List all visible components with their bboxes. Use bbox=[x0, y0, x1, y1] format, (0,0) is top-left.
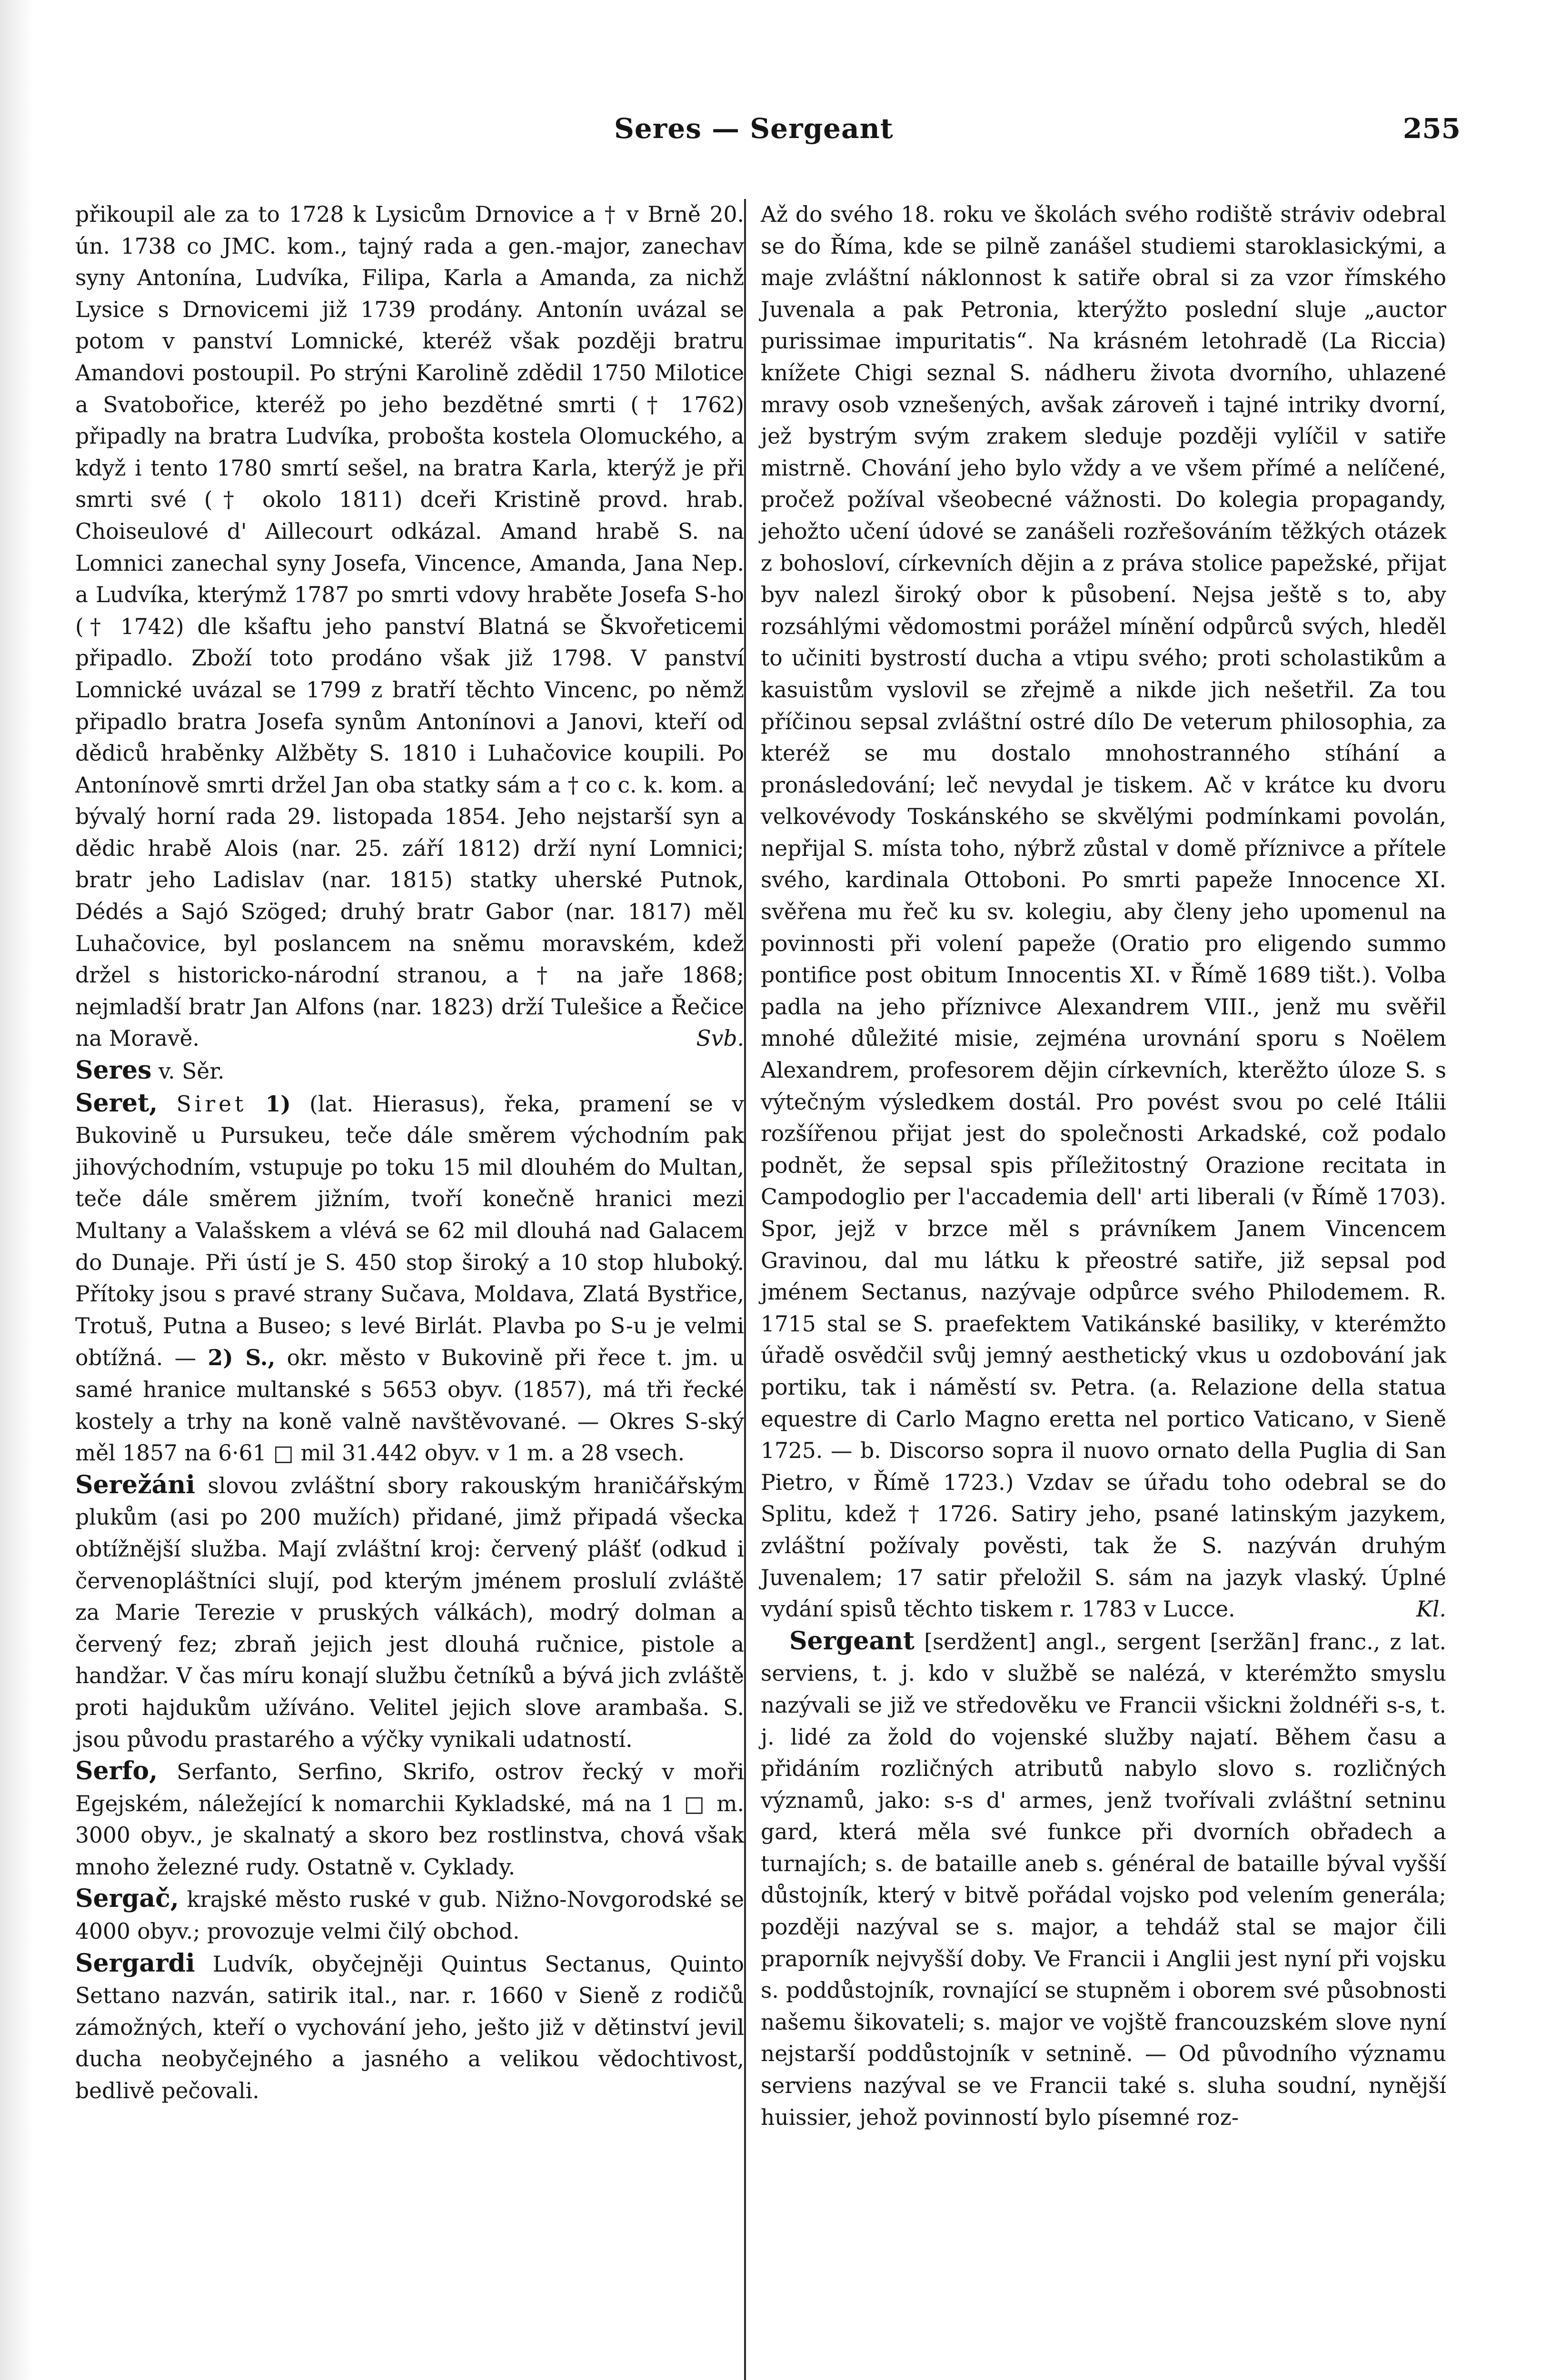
entry-sergardi-continued bbox=[761, 199, 1446, 1626]
right-column bbox=[761, 199, 1446, 2133]
running-head: Seres — Sergeant bbox=[614, 112, 894, 145]
headword: Serfo, bbox=[75, 1756, 158, 1786]
entry-text: krajské město ruské v gub. Nižno-Novgorodské se 4000 obyv.; provozuje velmi čilý obchod. bbox=[75, 1887, 744, 1944]
entry-text: [serdžent] angl., sergent [seržãn] franc., z lat. serviens, t. j. kdo v službě se nalézá, v kterémžto smyslu nazývali se již ve středověku ve Francii všickni žoldnéři s-s, t. j. lidé za žold do vojenské služby najatí. Během času a přidáním rozličných atributů nabylo slovo s. rozličných významů, jako: s-s d' armes, jenž tvořívali zvláštní setninu gard, která měla své funkce při dvorních obřadech a turnajích; s. de bataille aneb s. général de bataille býval vyšší důstojník, který v bitvě pořádal vojsko pod velením generála; později nazýval se s. major, a tehdáž stal se major čili praporník nejvyšší doby. Ve Francii i Anglii jest nyní při vojsku s. poddůstojník, rovnající se stupněm i oborem své působnosti našemu šikovateli; s. major ve vojště francouzském slove nyní nejstarší poddůstojník v setnině. — Od původního významu serviens nazýval se ve Francii také s. sluha soudní, nynější huissier, jehož povinností bylo písemné roz- bbox=[761, 1629, 1446, 2130]
entry-text: okr. město v Bukovině při řece t. jm. u samé hranice multanské s 5653 obyv. (1857), má tři řecké kostely a trhy na koně valně navštěvované. — Okres S-ský měl 1857 na 6·61 □ mil 31.442 obyv. v 1 m. a 28 vsech. bbox=[75, 1345, 744, 1466]
entry-sergardi bbox=[75, 1948, 744, 2107]
left-column bbox=[75, 199, 744, 2107]
sense-number: 2) S., bbox=[208, 1345, 276, 1371]
entry-seret bbox=[75, 1088, 744, 1469]
entry-sergeant bbox=[761, 1626, 1446, 2134]
headword: Sergeant bbox=[789, 1626, 915, 1656]
entry-seres bbox=[75, 1055, 744, 1088]
author-signature: Kl. bbox=[1416, 1597, 1446, 1622]
author-signature: Svb. bbox=[696, 1026, 744, 1051]
page-number: 255 bbox=[1402, 112, 1461, 145]
column-divider bbox=[744, 199, 746, 2380]
headword: Serežáni bbox=[75, 1470, 195, 1499]
headword: Sergardi bbox=[75, 1948, 195, 1978]
page-header bbox=[0, 0, 1551, 171]
entry-serezani bbox=[75, 1469, 744, 1755]
entry-text: slovou zvláštní sbory rakouským hraničářským plukům (asi po 200 mužích) přidané, jimž připadá všecka obtížnější služba. Mají zvláštní kroj: červený plášť (odkud i červenopláštníci slují, pod kterým jménem proslulí zvláště za Marie Terezie v pruských válkách), modrý dolman a červený fez; zbraň jejich jest dlouhá ručnice, pistole a handžar. V čas míru konají službu četníků a bývá jich zvláště proti hajdukům užíváno. Velitel jejich slove arambaša. S. jsou původu prastarého a výčky vynikali udatností. bbox=[75, 1473, 744, 1752]
headword-variant: Siret bbox=[176, 1091, 247, 1117]
scan-edge-shadow bbox=[0, 0, 33, 2380]
entry-text: přikoupil ale za to 1728 k Lysicům Drnovice a † v Brně 20. ún. 1738 co JMC. kom., tajný rada a gen.-major, zanechav syny Antonína, Ludvíka, Filipa, Karla a Amanda, za nichž Lysice s Drnovicemi již 1739 prodány. Antonín uvázal se potom v panství Lomnické, kteréž však později bratru Amandovi postoupil. Po strýni Karolině zdědil 1750 Milotice a Svatobořice, kteréž po jeho bezdětné smrti († 1762) připadly na bratra Ludvíka, probošta kostela Olomuckého, a když i tento 1780 smrtí sešel, na bratra Karla, kterýž je při smrti své († okolo 1811) dceři Kristině provd. hrab. Choiseulové d' Aillecourt odkázal. Amand hrabě S. na Lomnici zanechal syny Josefa, Vincence, Amanda, Jana Nep. a Ludvíka, kterýmž 1787 po smrti vdovy hraběte Josefa S-ho († 1742) dle kšaftu jeho panství Blatná se Škvořeticemi připadlo. Zboží toto prodáno však již 1798. V panství Lomnické uvázal se 1799 z bratří těchto Vincenc, po němž připadlo bratra Josefa synům Antonínovi a Janovi, kteří od dědiců hraběnky Alžběty S. 1810 i Luhačovice koupili. Po Antonínově smrti držel Jan oba statky sám a † co c. k. kom. a bývalý horní rada 29. listopada 1854. Jeho nejstarší syn a dědic hrabě Alois (nar. 25. září 1812) drží nyní Lomnici; bratr jeho Ladislav (nar. 1815) statky uherské Putnok, Dédés a Sajó Szöged; druhý bratr Gabor (nar. 1817) měl Luhačovice, byl poslancem na sněmu moravském, kdež držel s historicko-národní stranou, a † na jaře 1868; nejmladší bratr Jan Alfons (nar. 1823) drží Tulešice a Řečice na Moravě. bbox=[75, 202, 744, 1051]
entry-text: v. Sěr. bbox=[158, 1059, 225, 1084]
entry-text: Serfanto, Serfino, Skrifo, ostrov řecký v moři Egejském, náležející k nomarchii Kykladské, má na 1 □ m. 3000 obyv., je skalnatý a skoro bez rostlinstva, chová však mnoho železné rudy. Ostatně v. Cyklady. bbox=[75, 1759, 744, 1880]
sense-number: 1) bbox=[265, 1091, 291, 1117]
entry-sergac bbox=[75, 1883, 744, 1947]
entry-text: Ludvík, obyčejněji Quintus Sectanus, Quinto Settano nazván, satirik ital., nar. r. 1660 v Sieně z rodičů zámožných, kteří o vychování jeho, ješto již v dětinství jevil ducha neobyčejného a jasného a velikou vědochtivost, bedlivě pečovali. bbox=[75, 1951, 745, 2104]
entry-text: Až do svého 18. roku ve školách svého rodiště stráviv odebral se do Říma, kde se pilně zanášel studiemi staroklasickými, a maje zvláštní náklonnost k satiře obral si za vzor římského Juvenala a pak Petronia, kterýžto poslední sluje „auctor purissimae impuritatis“. Na krásném letohradě (La Riccia) knížete Chigi seznal S. nádheru života dvorního, uhlazené mravy osob vznešených, avšak zároveň i tajné intriky dvorní, jež bystrým svým zrakem sleduje později vylíčil v satiře mistrně. Chování jeho bylo vždy a ve všem přímé a nelíčené, pročež požíval všeobecné vážnosti. Do kolegia propagandy, jehožto učení údové se zanášeli rozřešováním těžkých otázek z bohosloví, církevních dějin a z práva stolice papežské, přijat byv nalezl široký obor k působení. Nejsa ještě s to, aby rozsáhlými vědomostmi porážel mínění odpůrců svých, hleděl to učiniti bystrostí ducha a vtipu svého; proti scholastikům a kasuistům vyslovil se zřejmě a nikde jich nešetřil. Za tou příčinou sepsal zvláštní ostré dílo De veterum philosophia, za kteréž se mu dostalo mnohostranného stíhání a pronásledování; leč nevydal je tiskem. Ač v krátce ku dvoru velkovévody Toskánského se skvělými podmínkami povolán, nepřijal S. místa toho, nýbrž zůstal v domě příznivce a přítele svého, kardinala Ottoboni. Po smrti papeže Innocence XI. svěřena mu řeč ku sv. kolegiu, aby členy jeho upomenul na povinnosti při volení papeže (Oratio pro eligendo summo pontifice post obitum Innocentis XI. v Římě 1689 tišt.). Volba padla na jeho příznivce Alexandrem VIII., jenž mu svěřil mnohé důležité misie, zejména urovnání sporu s Noëlem Alexandrem, profesorem dějin církevních, kterěžto úloze S. s výtečným výsledkem dostál. Pro povést svou po celé Itálii rozšířenou přijat jest do společnosti Arkadské, což podalo podnět, že sepsal spis příležitostný Orazione recitata in Campodoglio per l'accademia dell' arti liberali (v Římě 1703). Spor, jejž v brzce měl s právníkem Janem Vincencem Gravinou, dal mu látku k přeostré satiře, již sepsal pod jménem Sectanus, nazývaje odpůrce svého Philodemem. R. 1715 stal se S. praefektem Vatikánské basiliky, v kterémžto úřadě osvědčil svůj jemný aesthetický vkus u ozdobování jak portiku, tak i náměstí sv. Petra. (a. Relazione della statua equestre di Carlo Magno eretta nel portico Vaticano, v Sieně 1725. — b. Discorso sopra il nuovo ornato della Puglia di San Pietro, v Římě 1723.) Vzdav se úřadu toho odebral se do Splitu, kdež † 1726. Satiry jeho, psané latinským jazykem, zvláštní požívaly pověsti, tak že S. nazýván druhým Juvenalem; 17 satir přeložil S. sám na jazyk vlaský. Úplné vydání spisů těchto tiskem r. 1783 v Lucce. bbox=[761, 202, 1446, 1622]
headword: Sergač, bbox=[75, 1884, 179, 1914]
entry-text: (lat. Hierasus), řeka, pramení se v Bukovině u Pursukeu, teče dále směrem východním pak jihovýchodním, vstupuje po toku 15 mil dlouhém do Multan, teče dále směrem jižním, tvoří konečně hranici mezi Multany a Valašskem a vlévá se 62 mil dlouhá nad Galacem do Dunaje. Při ústí je S. 450 stop široký a 10 stop hluboký. Přítoky jsou s pravé strany Sučava, Moldava, Zlatá Bystřice, Trotuš, Putna a Buseo; s levé Birlát. Plavba po S-u je velmi obtížná. — bbox=[75, 1091, 745, 1371]
headword: Seres bbox=[75, 1056, 152, 1085]
entry-continuation bbox=[75, 199, 744, 1055]
entry-serfo bbox=[75, 1755, 744, 1883]
headword: Seret, bbox=[75, 1088, 158, 1118]
